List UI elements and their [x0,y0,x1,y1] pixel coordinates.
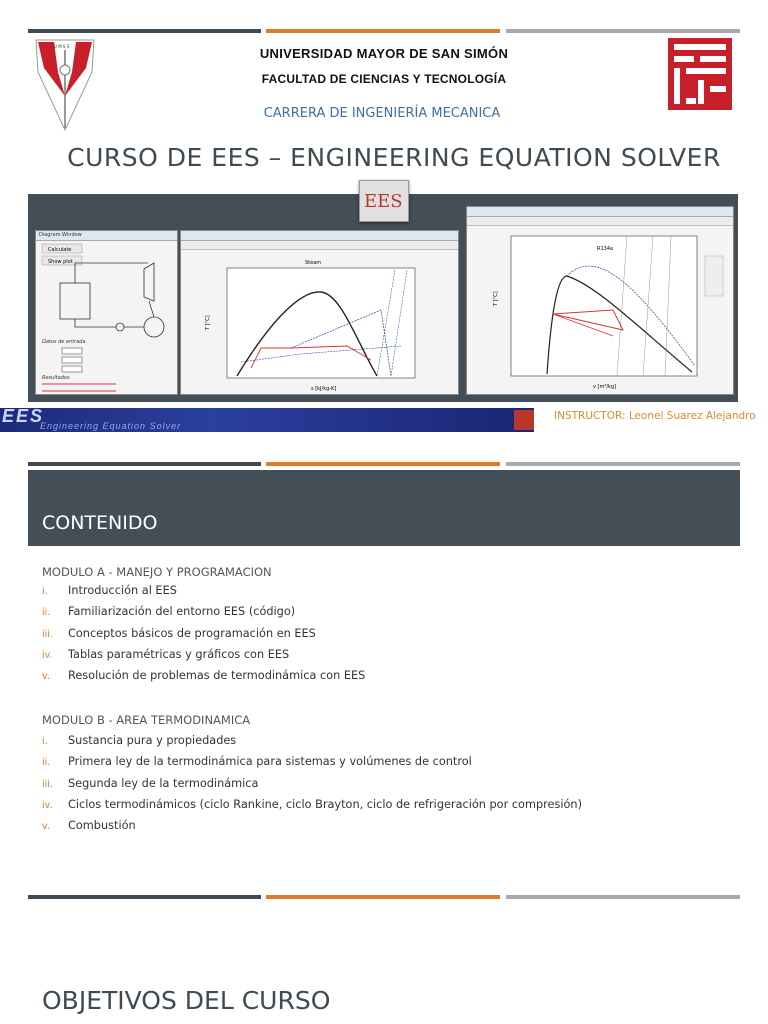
divider-dark [28,462,261,466]
divider-orange [266,462,500,466]
ees-banner-strip [0,408,534,432]
list-item: i. Introducción al EES [42,584,177,597]
list-item: iii. Segunda ley de la termodinámica [42,776,259,790]
list-item: iv. Tablas paramétricas y gráficos con EES [42,647,290,661]
r134a-x-label: v [m³/kg] [593,384,617,390]
steam-ts-chart [181,250,458,395]
calculate-button: Calculate [48,247,72,253]
list-item: v. Resolución de problemas de termodinámica con EES [42,669,366,683]
r134a-tv-chart [467,226,733,395]
divider-dark [28,29,261,33]
university-name: UNIVERSIDAD MAYOR DE SAN SIMÓN [259,46,509,61]
ees-strip-logo-text: EES [2,408,45,426]
plot-tabs [181,241,458,250]
steam-plot-title: Steam [305,260,322,266]
ees-strip-brand-mark [514,410,534,430]
module-a-heading: MODULO A - MANEJO Y PROGRAMACION [42,565,272,579]
divider-orange [266,895,500,899]
objetivos-title: OBJETIVOS DEL CURSO [42,986,331,1015]
fcyt-logo [668,38,732,110]
steam-y-label: T [°C] [205,315,211,330]
list-item: i. Sustancia pura y propiedades [42,734,237,747]
r134a-y-label: T [°C] [493,291,499,306]
list-item: iii. Conceptos básicos de programación en EES [42,626,316,640]
diagram-window [35,230,178,395]
list-item: ii. Primera ley de la termodinámica para sistemas y volúmenes de control [42,755,472,769]
r134a-window-title [467,207,733,217]
resultados-label: Resultados [42,375,70,381]
divider-gray [506,895,740,899]
steam-plot-window [180,230,459,395]
show-plot-button: Show plot [48,259,73,265]
r134a-tabs [467,217,733,226]
diagram-window-title: Diagram Window [36,231,177,241]
contenido-title: CONTENIDO [42,512,158,534]
svg-text:EES: EES [364,191,403,212]
list-item: ii. Familiarización del entorno EES (código) [42,605,296,619]
module-a-list [42,584,365,690]
divider-gray [506,29,740,33]
r134a-plot-window [466,206,734,395]
list-item: iv. Ciclos termodinámicos (ciclo Rankine, ciclo Brayton, ciclo de refrigeración por compresión) [42,797,582,811]
module-b-list [42,734,582,840]
module-b-heading: MODULO B - AREA TERMODINAMICA [42,713,251,727]
list-item: v. Combustión [42,819,136,833]
svg-text:U M S S: U M S S [54,44,70,49]
faculty-name: FACULTAD DE CIENCIAS Y TECNOLOGÍA [261,72,507,86]
course-title: CURSO DE EES – ENGINEERING EQUATION SOLVER [67,143,721,172]
contenido-header [28,470,740,546]
steam-x-label: s [kJ/kg-K] [311,386,337,392]
instructor-label: INSTRUCTOR: Leonel Suarez Alejandro [554,410,756,422]
divider-dark [28,895,261,899]
ees-logo-badge [359,180,409,222]
datos-label: Datos de entrada [42,339,86,345]
divider-orange [266,29,500,33]
steam-window-title [181,231,458,241]
divider-gray [506,462,740,466]
rankine-cycle-diagram [36,241,177,394]
r134a-title: R134a [597,246,614,252]
career-name: CARRERA DE INGENIERÍA MECANICA [263,106,501,121]
ees-strip-subtitle: Engineering Equation Solver [40,421,182,431]
